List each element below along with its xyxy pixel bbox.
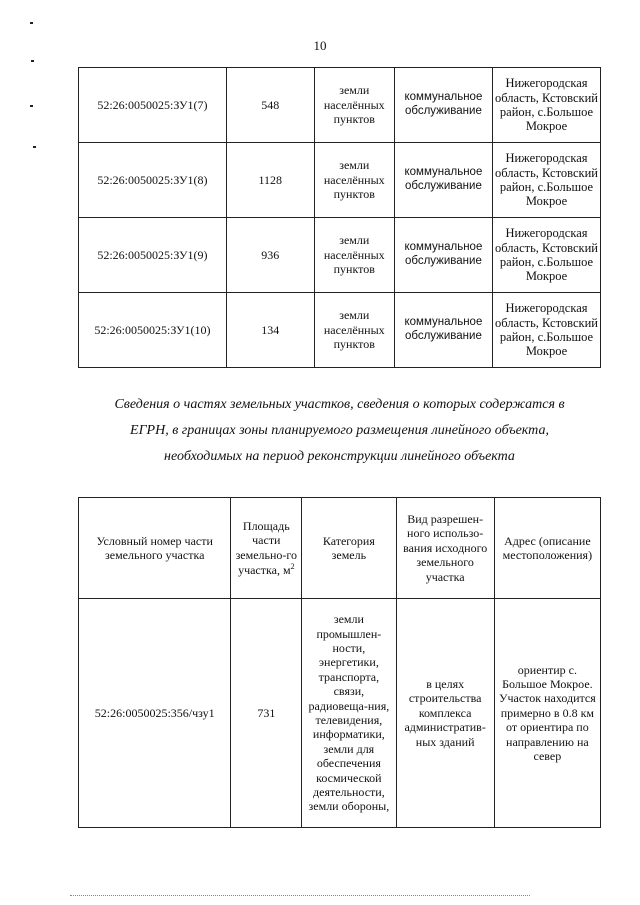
area-value: 1128 bbox=[226, 143, 314, 218]
area-value: 731 bbox=[231, 599, 302, 828]
bottom-edge-rule bbox=[70, 895, 530, 896]
area-value: 936 bbox=[226, 218, 314, 293]
section-heading bbox=[78, 392, 601, 470]
permitted-use: коммунальное обслуживание bbox=[394, 293, 492, 368]
address: ориентир с. Большое Мокрое. Участок находится примерно в 0.8 км от ориентира по направлению на север bbox=[494, 599, 600, 828]
table-row bbox=[79, 599, 601, 828]
cadastral-number: 52:26:0050025:ЗУ1(9) bbox=[79, 218, 227, 293]
table-row bbox=[79, 218, 601, 293]
area-value: 134 bbox=[226, 293, 314, 368]
land-category: земли населённых пунктов bbox=[314, 143, 394, 218]
header-permitted-use: Вид разрешен-ного использо-вания исходного земельного участка bbox=[396, 498, 494, 599]
header-address: Адрес (описание местоположения) bbox=[494, 498, 600, 599]
cadastral-number: 52:26:0050025:ЗУ1(10) bbox=[79, 293, 227, 368]
margin-mark bbox=[31, 60, 34, 62]
permitted-use: коммунальное обслуживание bbox=[394, 218, 492, 293]
table-row bbox=[79, 143, 601, 218]
land-category: земли населённых пунктов bbox=[314, 68, 394, 143]
header-category: Категория земель bbox=[302, 498, 396, 599]
heading-line: Сведения о частях земельных участков, сведения о которых содержатся в bbox=[114, 397, 565, 412]
cadastral-number: 52:26:0050025:356/чзу1 bbox=[79, 599, 231, 828]
address: Нижегородская область, Кстовский район, с.Большое Мокрое bbox=[492, 218, 600, 293]
heading-line: необходимых на период реконструкции линейного объекта bbox=[164, 449, 515, 464]
permitted-use: коммунальное обслуживание bbox=[394, 68, 492, 143]
land-category: земли промышлен-ности, энергетики, транспорта, связи, радиовеща-ния, телевидения, информатики, земли для обеспечения космической деятельности, земли обороны, bbox=[302, 599, 396, 828]
land-plots-table bbox=[78, 67, 601, 368]
header-area-text: Площадь части земельно-го участка, м bbox=[235, 518, 298, 577]
header-area bbox=[231, 498, 302, 599]
land-category: земли населённых пунктов bbox=[314, 293, 394, 368]
header-cadastral: Условный номер части земельного участка bbox=[79, 498, 231, 599]
address: Нижегородская область, Кстовский район, с.Большое Мокрое bbox=[492, 293, 600, 368]
table-row bbox=[79, 68, 601, 143]
header-area-sup: 2 bbox=[290, 561, 295, 571]
margin-mark bbox=[30, 22, 33, 24]
table-header-row bbox=[79, 498, 601, 599]
permitted-use: коммунальное обслуживание bbox=[394, 143, 492, 218]
page-number: 10 bbox=[313, 38, 327, 53]
land-parts-table bbox=[78, 497, 601, 828]
heading-line: ЕГРН, в границах зоны планируемого размещения линейного объекта, bbox=[130, 423, 549, 438]
table-row bbox=[79, 293, 601, 368]
area-value: 548 bbox=[226, 68, 314, 143]
cadastral-number: 52:26:0050025:ЗУ1(8) bbox=[79, 143, 227, 218]
permitted-use: в целях строительства комплекса административ-ных зданий bbox=[396, 599, 494, 828]
margin-mark bbox=[30, 105, 33, 107]
cadastral-number: 52:26:0050025:ЗУ1(7) bbox=[79, 68, 227, 143]
address: Нижегородская область, Кстовский район, с.Большое Мокрое bbox=[492, 143, 600, 218]
address: Нижегородская область, Кстовский район, с.Большое Мокрое bbox=[492, 68, 600, 143]
land-category: земли населённых пунктов bbox=[314, 218, 394, 293]
margin-mark bbox=[33, 146, 36, 148]
